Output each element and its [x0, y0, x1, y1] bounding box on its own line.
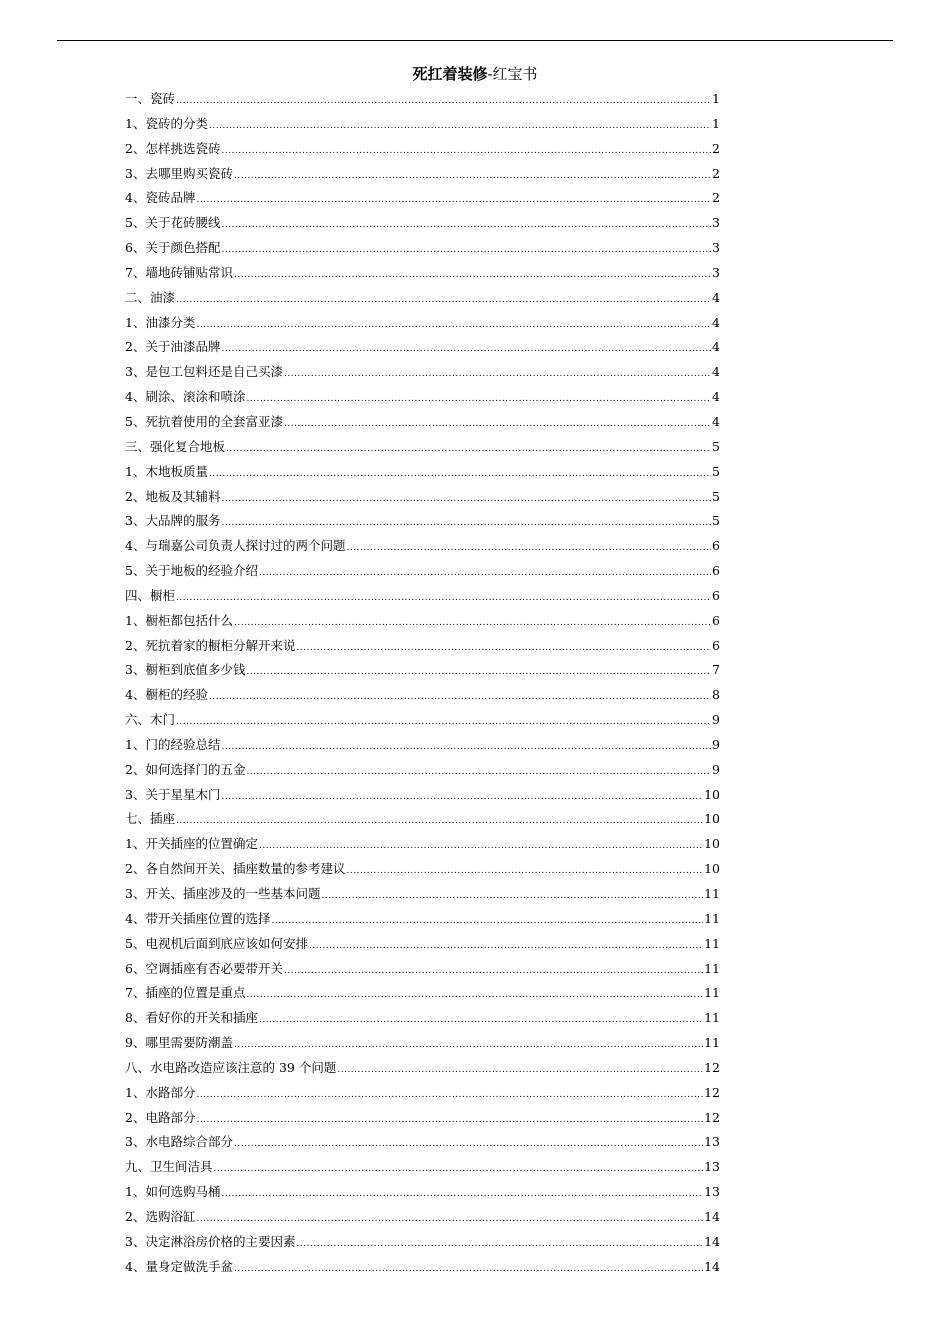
toc-entry[interactable] [125, 1006, 720, 1031]
toc-dot-leader [176, 586, 711, 611]
toc-entry[interactable] [125, 733, 720, 758]
toc-entry[interactable] [125, 932, 720, 957]
toc-dot-leader [259, 1008, 703, 1033]
toc-entry-page-number: 5 [712, 438, 720, 454]
toc-entry-label: 7、墙地砖铺贴常识 [125, 264, 233, 280]
toc-entry-page-number: 7 [712, 662, 720, 678]
toc-entry-label: 2、关于油漆品牌 [125, 339, 221, 355]
header-rule [57, 40, 893, 41]
toc-dot-leader [246, 760, 711, 785]
toc-dot-leader [176, 288, 711, 313]
toc-dot-leader [221, 487, 711, 512]
toc-entry[interactable] [125, 957, 720, 982]
table-of-contents [125, 87, 720, 1280]
toc-dot-leader [221, 511, 711, 536]
toc-entry-label: 3、决定淋浴房价格的主要因素 [125, 1233, 296, 1249]
toc-entry-label: 6、关于颜色搭配 [125, 240, 221, 256]
toc-entry[interactable] [125, 87, 720, 112]
toc-entry-page-number: 8 [712, 687, 720, 703]
toc-entry[interactable] [125, 1031, 720, 1056]
toc-dot-leader [221, 1182, 703, 1207]
toc-entry-label: 2、如何选择门的五金 [125, 761, 246, 777]
toc-entry-label: 4、刷涂、滚涂和喷涂 [125, 389, 246, 405]
toc-dot-leader [196, 1108, 703, 1133]
toc-entry-page-number: 9 [712, 712, 720, 728]
toc-entry-page-number: 6 [712, 637, 720, 653]
toc-entry-page-number: 4 [712, 364, 720, 380]
toc-entry-label: 4、瓷砖品牌 [125, 190, 196, 206]
toc-dot-leader [271, 909, 703, 934]
toc-entry-page-number: 2 [712, 165, 720, 181]
toc-entry-label: 2、死抗着家的橱柜分解开来说 [125, 637, 296, 653]
toc-entry[interactable] [125, 435, 720, 460]
toc-entry[interactable] [125, 360, 720, 385]
toc-entry-label: 4、与瑞嘉公司负责人探讨过的两个问题 [125, 538, 346, 554]
toc-entry-page-number: 13 [704, 1184, 720, 1200]
toc-dot-leader [296, 1232, 703, 1257]
toc-dot-leader [346, 536, 711, 561]
toc-entry[interactable] [125, 485, 720, 510]
toc-entry-page-number: 6 [712, 612, 720, 628]
toc-entry[interactable] [125, 1056, 720, 1081]
toc-entry-page-number: 14 [704, 1258, 720, 1274]
toc-entry[interactable] [125, 907, 720, 932]
toc-dot-leader [196, 313, 711, 338]
toc-dot-leader [221, 213, 711, 238]
toc-dot-leader [221, 337, 711, 362]
toc-entry-label: 2、各自然间开关、插座数量的参考建议 [125, 861, 346, 877]
toc-entry[interactable] [125, 783, 720, 808]
toc-entry-page-number: 12 [704, 1084, 720, 1100]
toc-entry[interactable] [125, 236, 720, 261]
toc-entry[interactable] [125, 658, 720, 683]
document-title-main: 死扛着装修 [412, 65, 488, 83]
toc-dot-leader [296, 636, 711, 661]
toc-entry-page-number: 9 [712, 761, 720, 777]
toc-entry-page-number: 2 [712, 140, 720, 156]
toc-entry[interactable] [125, 981, 720, 1006]
toc-dot-leader [221, 139, 711, 164]
toc-dot-leader [284, 412, 711, 437]
toc-entry-label: 六、木门 [125, 712, 176, 728]
toc-entry[interactable] [125, 1205, 720, 1230]
toc-entry-page-number: 6 [712, 538, 720, 554]
toc-entry-page-number: 11 [704, 886, 720, 901]
toc-entry-page-number: 10 [704, 811, 720, 827]
toc-entry-page-number: 11 [704, 935, 720, 951]
toc-entry-label: 2、怎样挑选瓷砖 [125, 140, 221, 156]
toc-entry[interactable] [125, 385, 720, 410]
toc-entry[interactable] [125, 1255, 720, 1280]
toc-dot-leader [226, 437, 711, 462]
toc-dot-leader [259, 834, 703, 859]
toc-entry-label: 4、带开关插座位置的选择 [125, 910, 271, 926]
toc-entry-page-number: 3 [712, 264, 720, 280]
toc-dot-leader [221, 238, 711, 263]
toc-dot-leader [196, 188, 711, 213]
toc-entry[interactable] [125, 261, 720, 286]
toc-entry-label: 7、插座的位置是重点 [125, 985, 246, 1001]
toc-entry[interactable] [125, 286, 720, 311]
toc-dot-leader [346, 859, 703, 884]
toc-entry[interactable] [125, 311, 720, 336]
toc-entry[interactable] [125, 1106, 720, 1131]
toc-dot-leader [246, 983, 703, 1008]
toc-entry-page-number: 5 [712, 513, 720, 529]
toc-entry-label: 5、死抗着使用的全套富亚漆 [125, 413, 283, 429]
toc-entry[interactable] [125, 112, 720, 137]
toc-entry-label: 七、插座 [125, 811, 176, 827]
toc-entry-page-number: 11 [704, 985, 720, 1001]
toc-entry-label: 2、地板及其辅料 [125, 488, 221, 504]
toc-entry-page-number: 6 [712, 587, 720, 603]
toc-entry[interactable] [125, 509, 720, 534]
toc-entry-page-number: 14 [704, 1208, 720, 1224]
toc-entry-page-number: 4 [712, 389, 720, 405]
toc-dot-leader [176, 809, 703, 834]
toc-entry-page-number: 10 [704, 861, 720, 877]
toc-dot-leader [284, 959, 703, 984]
toc-dot-leader [234, 164, 711, 189]
toc-dot-leader [221, 735, 711, 760]
toc-entry[interactable] [125, 1155, 720, 1180]
toc-entry[interactable] [125, 335, 720, 360]
toc-entry[interactable] [125, 1230, 720, 1255]
toc-entry-label: 3、橱柜到底值多少钱 [125, 662, 246, 678]
toc-entry-page-number: 3 [712, 240, 720, 256]
toc-entry-page-number: 13 [704, 1159, 720, 1175]
toc-entry-label: 1、水路部分 [125, 1084, 196, 1100]
toc-entry-label: 3、去哪里购买瓷砖 [125, 165, 233, 181]
document-title [0, 64, 950, 84]
toc-dot-leader [246, 387, 711, 412]
toc-entry[interactable] [125, 1081, 720, 1106]
toc-entry[interactable] [125, 410, 720, 435]
toc-entry-page-number: 5 [712, 488, 720, 504]
toc-entry[interactable] [125, 857, 720, 882]
toc-entry-page-number: 4 [712, 339, 720, 355]
toc-entry-label: 二、油漆 [125, 289, 176, 305]
toc-dot-leader [234, 263, 711, 288]
toc-entry-label: 3、水电路综合部分 [125, 1134, 233, 1150]
toc-entry-page-number: 12 [704, 1059, 720, 1075]
toc-entry-label: 5、关于地板的经验介绍 [125, 563, 258, 579]
toc-dot-leader [209, 114, 711, 139]
toc-entry-page-number: 11 [704, 960, 720, 976]
toc-entry-label: 3、大品牌的服务 [125, 513, 221, 529]
toc-dot-leader [209, 462, 711, 487]
toc-entry-label: 2、电路部分 [125, 1109, 196, 1125]
toc-dot-leader [337, 1058, 703, 1083]
toc-dot-leader [234, 1132, 703, 1157]
toc-entry-label: 1、如何选购马桶 [125, 1184, 221, 1200]
toc-entry-label: 5、电视机后面到底应该如何安排 [125, 935, 308, 951]
toc-dot-leader [309, 934, 703, 959]
toc-entry-label: 6、空调插座有否必要带开关 [125, 960, 283, 976]
toc-entry[interactable] [125, 882, 720, 907]
toc-dot-leader [196, 1207, 703, 1232]
toc-entry-page-number: 14 [704, 1233, 720, 1249]
toc-entry[interactable] [125, 211, 720, 236]
toc-entry-label: 1、瓷砖的分类 [125, 115, 208, 131]
toc-entry-label: 1、开关插座的位置确定 [125, 836, 258, 852]
toc-entry-page-number: 11 [704, 1010, 720, 1026]
toc-entry[interactable] [125, 758, 720, 783]
toc-entry[interactable] [125, 634, 720, 659]
toc-entry-label: 八、水电路改造应该注意的 39 个问题 [125, 1059, 337, 1075]
toc-entry-page-number: 2 [712, 190, 720, 206]
toc-entry-page-number: 13 [704, 1134, 720, 1150]
toc-entry[interactable] [125, 534, 720, 559]
toc-dot-leader [259, 561, 711, 586]
toc-entry-label: 2、选购浴缸 [125, 1208, 196, 1224]
toc-entry-label: 三、强化复合地板 [125, 438, 226, 454]
toc-entry-page-number: 11 [704, 910, 720, 926]
toc-entry-page-number: 6 [712, 563, 720, 579]
toc-dot-leader [196, 1083, 703, 1108]
toc-entry-label: 8、看好你的开关和插座 [125, 1010, 258, 1026]
toc-dot-leader [246, 660, 711, 685]
toc-entry-page-number: 1 [712, 91, 720, 106]
toc-dot-leader [209, 685, 711, 710]
toc-entry-page-number: 11 [704, 1035, 720, 1051]
toc-entry-page-number: 10 [704, 786, 720, 802]
toc-entry-page-number: 4 [712, 413, 720, 429]
toc-entry-label: 1、木地板质量 [125, 463, 208, 479]
toc-entry[interactable] [125, 708, 720, 733]
toc-entry[interactable] [125, 1180, 720, 1205]
toc-entry-label: 9、哪里需要防潮盖 [125, 1035, 233, 1051]
toc-dot-leader [234, 1257, 703, 1282]
toc-entry-label: 4、量身定做洗手盆 [125, 1258, 233, 1274]
toc-entry-page-number: 3 [712, 215, 720, 231]
toc-entry-label: 九、卫生间洁具 [125, 1159, 213, 1175]
toc-entry-page-number: 4 [712, 289, 720, 305]
toc-dot-leader [284, 362, 711, 387]
toc-entry[interactable] [125, 559, 720, 584]
toc-entry[interactable] [125, 460, 720, 485]
toc-entry[interactable] [125, 609, 720, 634]
toc-entry[interactable] [125, 584, 720, 609]
toc-entry-page-number: 9 [712, 736, 720, 752]
toc-entry[interactable] [125, 137, 720, 162]
toc-entry-label: 1、油漆分类 [125, 314, 196, 330]
toc-entry-label: 一、瓷砖 [125, 91, 176, 106]
toc-entry-label: 3、开关、插座涉及的一些基本问题 [125, 886, 321, 901]
toc-dot-leader [234, 611, 711, 636]
toc-dot-leader [176, 89, 711, 114]
toc-dot-leader [234, 1033, 703, 1058]
toc-dot-leader [321, 884, 703, 909]
toc-entry-label: 5、关于花砖腰线 [125, 215, 221, 231]
toc-entry[interactable] [125, 683, 720, 708]
toc-entry[interactable] [125, 186, 720, 211]
toc-entry[interactable] [125, 162, 720, 187]
toc-entry-page-number: 5 [712, 463, 720, 479]
toc-entry-label: 4、橱柜的经验 [125, 687, 208, 703]
toc-entry[interactable] [125, 1130, 720, 1155]
toc-entry-page-number: 12 [704, 1109, 720, 1125]
toc-entry[interactable] [125, 807, 720, 832]
toc-entry-page-number: 1 [712, 115, 720, 131]
toc-entry-label: 3、是包工包料还是自己买漆 [125, 364, 283, 380]
toc-entry-label: 1、门的经验总结 [125, 736, 221, 752]
toc-entry-label: 四、橱柜 [125, 587, 176, 603]
toc-entry-label: 1、橱柜都包括什么 [125, 612, 233, 628]
toc-entry-page-number: 10 [704, 836, 720, 852]
toc-dot-leader [176, 710, 711, 735]
document-title-suffix: -红宝书 [487, 65, 538, 83]
toc-entry[interactable] [125, 832, 720, 857]
toc-dot-leader [214, 1157, 704, 1182]
toc-dot-leader [221, 785, 703, 810]
toc-entry-page-number: 4 [712, 314, 720, 330]
toc-entry-label: 3、关于星星木门 [125, 786, 221, 802]
